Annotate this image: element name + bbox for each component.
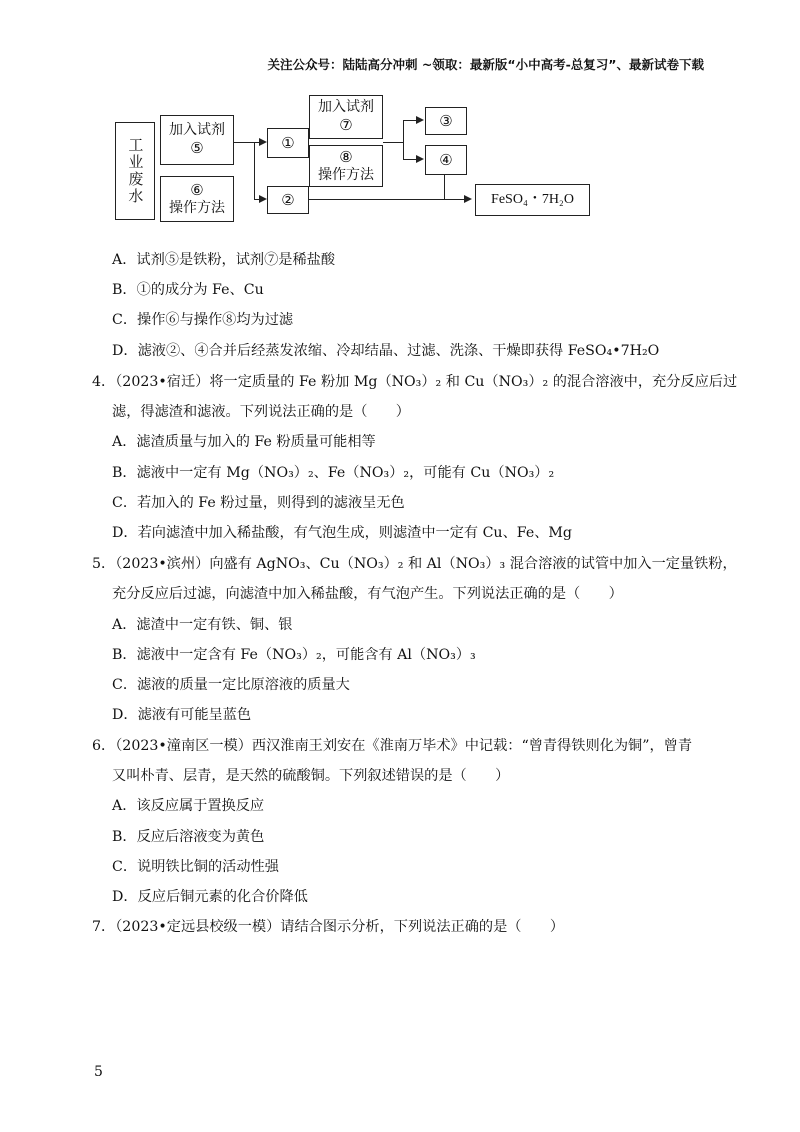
q4-option-c: C．若加入的 Fe 粉过量，则得到的滤液呈无色 [112, 495, 405, 511]
q3-option-b: B．①的成分为 Fe、Cu [112, 282, 264, 298]
q5-stem-line2: 充分反应后过滤，向滤渣中加入稀盐酸，有气泡产生。下列说法正确的是（ ） [112, 586, 623, 602]
connector-line [403, 120, 404, 160]
connector-line [234, 142, 254, 143]
q3-option-a: A．试剂⑤是铁粉，试剂⑦是稀盐酸 [112, 252, 336, 268]
operation8-box [309, 145, 383, 187]
arrow-right-icon [259, 195, 267, 203]
operation6-number: ⑥ [190, 180, 204, 199]
q6-option-d: D．反应后铜元素的化合价降低 [112, 889, 308, 905]
reagent5-label: 加入试剂 [169, 121, 225, 138]
q3-option-c: C．操作⑥与操作⑧均为过滤 [112, 312, 294, 328]
source-box [115, 122, 155, 220]
node1-label: ① [281, 133, 295, 152]
connector-line [254, 142, 255, 200]
page-number: 5 [94, 1064, 103, 1080]
arrow-right-icon [416, 155, 424, 163]
reagent7-box [309, 95, 383, 139]
node1-box [267, 128, 309, 158]
connector-line [309, 199, 465, 200]
product-label: FeSO₄・7H₂O [491, 192, 574, 208]
node4-label: ④ [439, 150, 453, 169]
reagent7-label: 加入试剂 [318, 98, 374, 115]
page-header: 关注公众号：陆陆高分冲刺 ~领取：最新版“小中高考-总复习”、最新试卷下载 [267, 57, 704, 72]
connector-line [383, 142, 403, 143]
q5-option-c: C．滤液的质量一定比原溶液的质量大 [112, 677, 350, 693]
reagent5-number: ⑤ [190, 139, 204, 158]
q4-option-a: A．滤渣质量与加入的 Fe 粉质量可能相等 [112, 434, 376, 450]
connector-line [444, 175, 445, 200]
node3-label: ③ [439, 111, 453, 130]
q5-option-b: B．滤液中一定含有 Fe（NO₃）₂，可能含有 Al（NO₃）₃ [112, 647, 476, 663]
arrow-right-icon [259, 138, 267, 146]
q6-stem-line2: 又叫朴青、层青，是天然的硫酸铜。下列叙述错误的是（ ） [112, 768, 510, 784]
operation6-box [160, 176, 234, 222]
operation8-label: 操作方法 [318, 166, 374, 183]
arrow-right-icon [416, 116, 424, 124]
q6-option-a: A．该反应属于置换反应 [112, 798, 265, 814]
operation6-label: 操作方法 [169, 199, 225, 216]
arrow-right-icon [464, 195, 472, 203]
reagent5-box [160, 115, 234, 165]
q3-option-d: D．滤液②、④合并后经蒸发浓缩、冷却结晶、过滤、洗涤、干燥即获得 FeSO₄•7H₂O [112, 343, 660, 359]
q7-stem-line1: 7．（2023•定远县校级一模）请结合图示分析，下列说法正确的是（ ） [92, 919, 565, 935]
q5-stem-line1: 5．（2023•滨州）向盛有 AgNO₃、Cu（NO₃）₂ 和 Al（NO₃）₃ 混合溶液的试管中加入一定量铁粉， [92, 556, 737, 572]
q6-option-c: C．说明铁比铜的活动性强 [112, 859, 279, 875]
q5-option-a: A．滤渣中一定有铁、铜、银 [112, 617, 293, 633]
node4-box [425, 145, 467, 175]
q4-stem-line2: 滤，得滤渣和滤液。下列说法正确的是（ ） [112, 404, 410, 420]
source-label: 工业废水 [126, 137, 145, 205]
connector-line [403, 159, 417, 160]
q6-option-b: B．反应后溶液变为黄色 [112, 829, 265, 845]
node2-box [267, 186, 309, 214]
q4-stem-line1: 4．（2023•宿迁）将一定质量的 Fe 粉加 Mg（NO₃）₂ 和 Cu（NO₃）₂ 的混合溶液中，充分反应后过 [92, 374, 738, 390]
reagent7-number: ⑦ [339, 116, 353, 135]
process-flow-diagram [0, 0, 800, 240]
q4-option-d: D．若向滤渣中加入稀盐酸，有气泡生成，则滤渣中一定有 Cu、Fe、Mg [112, 525, 573, 541]
q5-option-d: D．滤液有可能呈蓝色 [112, 707, 252, 723]
node2-label: ② [281, 190, 295, 209]
connector-line [403, 120, 417, 121]
operation8-number: ⑧ [339, 147, 353, 166]
node3-box [425, 107, 467, 135]
q6-stem-line1: 6．（2023•潼南区一模）西汉淮南王刘安在《淮南万毕术》中记载：“曾青得铁则化为铜”，曾青 [92, 738, 693, 754]
q4-option-b: B．滤液中一定有 Mg（NO₃）₂、Fe（NO₃）₂，可能有 Cu（NO₃）₂ [112, 465, 555, 481]
product-box [475, 184, 590, 216]
